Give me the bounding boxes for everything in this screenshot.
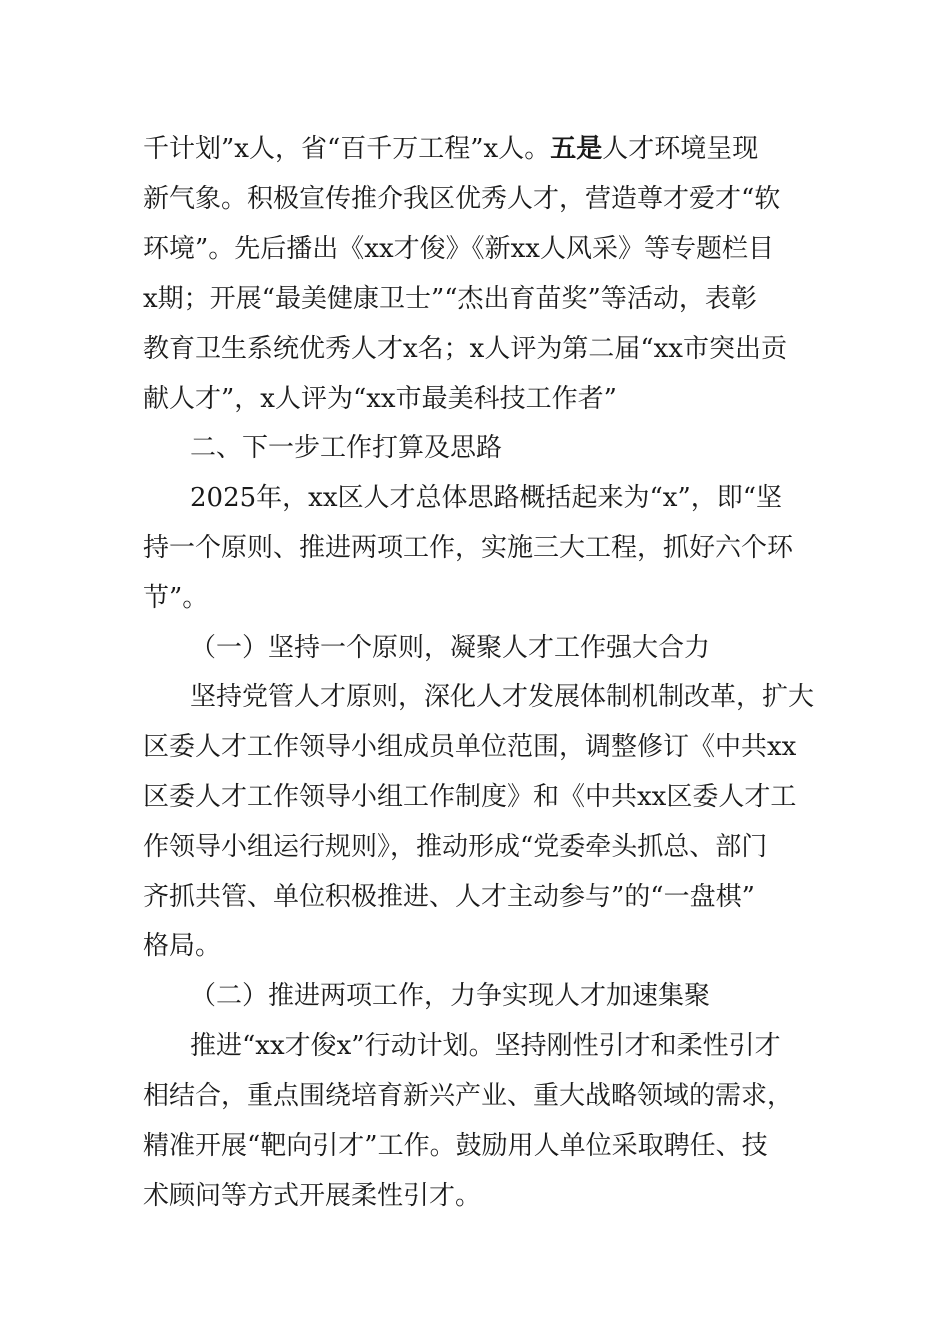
subsection-heading: （二）推进两项工作，力争实现人才加速集聚	[190, 981, 711, 1011]
paragraph-line: 区委人才工作领导小组成员单位范围，调整修订《中共xx	[143, 732, 797, 762]
paragraph-line: 精准开展“靶向引才”工作。鼓励用人单位采取聘任、技	[143, 1131, 768, 1161]
paragraph-line	[143, 133, 758, 165]
bold-keyword: 五是	[550, 134, 603, 164]
paragraph-line: 术顾问等方式开展柔性引才。	[143, 1181, 482, 1211]
paragraph-line: 献人才”，x人评为“xx市最美科技工作者”	[143, 384, 617, 414]
paragraph-line: 新气象。积极宣传推介我区优秀人才，营造尊才爱才“软	[143, 184, 781, 214]
paragraph-line: 作领导小组运行规则》，推动形成“党委牵头抓总、部门	[143, 832, 768, 862]
paragraph-line: 推进“xx才俊x”行动计划。坚持刚性引才和柔性引才	[190, 1031, 781, 1061]
paragraph-line: 坚持党管人才原则，深化人才发展体制机制改革，扩大	[190, 682, 815, 712]
paragraph-line: 区委人才工作领导小组工作制度》和《中共xx区委人才工	[143, 782, 797, 812]
paragraph-line: x期；开展“最美健康卫士”“杰出育苗奖”等活动，表彰	[143, 284, 757, 314]
paragraph-line: 2025年，xx区人才总体思路概括起来为“x”，即“坚	[190, 483, 783, 513]
section-heading: 二、下一步工作打算及思路	[190, 433, 503, 463]
paragraph-line: 教育卫生系统优秀人才x名；x人评为第二届“xx市突出贡	[143, 334, 787, 364]
subsection-heading: （一）坚持一个原则，凝聚人才工作强大合力	[190, 633, 711, 663]
line-text-pre: 千计划”x人，省“百千万工程”x人。	[143, 134, 551, 164]
paragraph-line: 持一个原则、推进两项工作，实施三大工程，抓好六个环	[143, 533, 794, 563]
paragraph-line: 齐抓共管、单位积极推进、人才主动参与”的“一盘棋”	[143, 882, 755, 912]
paragraph-line: 相结合，重点围绕培育新兴产业、重大战略领域的需求，	[143, 1081, 794, 1111]
line-text-post: 人才环境呈现	[602, 134, 759, 164]
paragraph-line: 格局。	[143, 931, 222, 961]
paragraph-line: 环境”。先后播出《xx才俊》《新xx人风采》等专题栏目	[143, 234, 774, 264]
paragraph-line: 节”。	[143, 583, 209, 613]
